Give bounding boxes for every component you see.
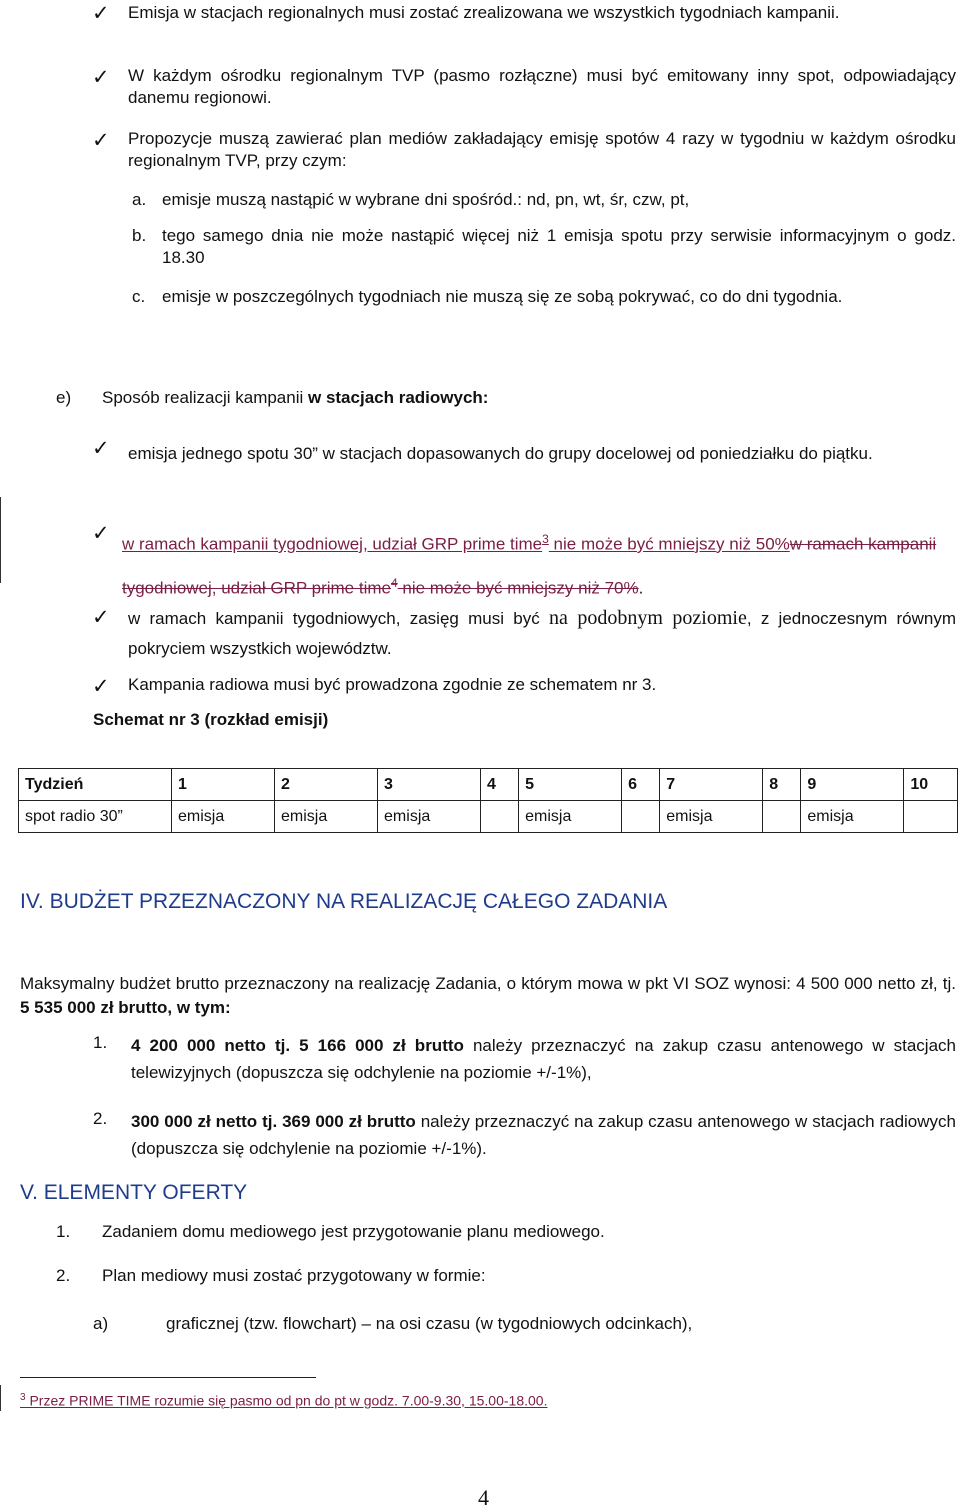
- budget-item-num: 1.: [93, 1033, 108, 1052]
- deleted-text: w ramach kampanii tygodniowej, udział GRP prime time: [122, 534, 937, 598]
- header-cell: 9: [801, 769, 904, 801]
- check-icon: ✓: [92, 674, 110, 698]
- budget-paragraph: [20, 972, 956, 1020]
- footnote-ref: 3: [542, 532, 549, 546]
- header-cell: 2: [275, 769, 378, 801]
- table-cell: [481, 801, 519, 833]
- schedule-title: Schemat nr 3 (rozkład emisji): [93, 710, 329, 729]
- table-cell: emisja: [519, 801, 622, 833]
- offer-sub-label: a): [93, 1314, 109, 1333]
- check-icon: ✓: [92, 436, 110, 460]
- table-cell: [622, 801, 660, 833]
- section-e-heading: [102, 387, 952, 409]
- offer-item-num: 2.: [56, 1266, 71, 1285]
- revised-text: w ramach kampanii tygodniowej, udział GRP prime time: [122, 534, 543, 554]
- table-header-row: [19, 769, 958, 801]
- header-cell: 7: [660, 769, 763, 801]
- table-row: [19, 801, 958, 833]
- budget-item-bold: 4 200 000 netto tj. 5 166 000 zł brutto: [131, 1036, 464, 1055]
- schedule-table: [18, 768, 958, 833]
- header-cell: 6: [622, 769, 660, 801]
- header-cell: 4: [481, 769, 519, 801]
- header-cell: 1: [172, 769, 275, 801]
- sub-item-label: c.: [132, 287, 146, 306]
- offer-sub-text: graficznej (tzw. flowchart) – na osi czasu (w tygodniowych odcinkach),: [166, 1314, 693, 1333]
- table-cell: [763, 801, 801, 833]
- section-e-label: e): [56, 388, 72, 407]
- deleted-text: nie może być mniejszy niż 70%: [397, 578, 639, 598]
- sub-item-label: a.: [132, 190, 147, 209]
- offer-item-text: Zadaniem domu mediowego jest przygotowanie planu mediowegо.: [102, 1222, 605, 1241]
- header-cell: Tydzień: [19, 769, 172, 801]
- radio-bullet-2: [122, 520, 958, 607]
- header-cell: 8: [763, 769, 801, 801]
- budget-bold: 5 535 000 zł brutto, w tym:: [20, 998, 231, 1017]
- table-cell: emisja: [172, 801, 275, 833]
- bullet-text: Propozycje muszą zawierać plan mediów zakładający emisję spotów 4 razy w tygodniu w każdym ośrodku regionalnym TVP, przy czym:: [128, 129, 956, 170]
- table-cell: spot radio 30”: [19, 801, 172, 833]
- header-cell: 10: [904, 769, 958, 801]
- check-icon: ✓: [92, 605, 110, 629]
- budget-item-text: należy przeznaczyć na zakup czasu antenowego w stacjach radiowych (dopuszcza się odchylenie na poziomie +/-1%).: [131, 1112, 956, 1158]
- budget-item-num: 2.: [93, 1109, 108, 1128]
- bullet-text: , z jednoczesnym równym pokryciem wszystkich województw.: [128, 609, 956, 658]
- offer-item-num: 1.: [56, 1222, 71, 1241]
- sub-item-text: emisje w poszczególnych tygodniach nie muszą się ze sobą pokrywać, co do dni tygodnia.: [162, 287, 843, 306]
- table-cell: emisja: [378, 801, 481, 833]
- change-bar: [0, 497, 1, 583]
- check-icon: ✓: [92, 128, 110, 152]
- section-iv-heading: IV. BUDŻET PRZEZNACZONY NA REALIZACJĘ CAŁEGO ZADANIA: [20, 890, 668, 913]
- footnote: [20, 1392, 547, 1409]
- radio-bullet-3: [128, 603, 956, 664]
- bullet-text: Emisja w stacjach regionalnych musi zostać zrealizowana we wszystkich tygodniach kampanii.: [128, 3, 840, 22]
- bullet-text: w ramach kampanii tygodniowych, zasięg musi być: [128, 609, 549, 628]
- sub-item-label: b.: [132, 226, 147, 245]
- check-icon: ✓: [92, 65, 110, 89]
- check-icon: ✓: [92, 1, 110, 25]
- offer-item-text: Plan mediowy musi zostać przygotowany w formie:: [102, 1266, 486, 1285]
- revised-text: nie może być mniejszy niż 50%: [548, 534, 790, 554]
- header-cell: 3: [378, 769, 481, 801]
- footnote-number: 3: [20, 1392, 26, 1403]
- change-bar: [0, 1385, 1, 1411]
- bullet-text: W każdym ośrodku regionalnym TVP (pasmo rozłączne) musi być emitowany inny spot, odpowiadający danemu regionowi.: [128, 66, 956, 107]
- table-cell: [904, 801, 958, 833]
- check-icon: ✓: [92, 521, 110, 545]
- section-e-bold: w stacjach radiowych:: [308, 388, 489, 407]
- header-cell: 5: [519, 769, 622, 801]
- footnote-text: Przez PRIME TIME rozumie się pasmo od pn do pt w godz. 7.00-9.30, 15.00-18.00.: [25, 1392, 548, 1409]
- budget-text: Maksymalny budżet brutto przeznaczony na realizację Zadania, o którym mowa w pkt VI SOZ wynosi: 4 500 000 netto zł, tj.: [20, 974, 956, 993]
- radio-bullet-4: Kampania radiowa musi być prowadzona zgodnie ze schematem nr 3.: [128, 675, 657, 694]
- section-e-text: Sposób realizacji kampanii: [102, 388, 308, 407]
- table-cell: emisja: [660, 801, 763, 833]
- radio-bullet-1: emisja jednego spotu 30” w stacjach dopasowanych do grupy docelowej od poniedziałku do piątku.: [128, 444, 873, 463]
- budget-item-bold: 300 000 zł netto tj. 369 000 zł brutto: [131, 1112, 416, 1131]
- budget-item: [131, 1032, 956, 1086]
- sub-item-text: tego samego dnia nie może nastąpić więcej niż 1 emisja spotu przy serwisie informacyjnym o godz. 18.30: [162, 226, 956, 267]
- footnote-separator: [20, 1377, 316, 1378]
- period: .: [638, 578, 644, 598]
- budget-item-text: należy przeznaczyć na zakup czasu antenowego w stacjach telewizyjnych (dopuszcza się odchylenie na poziomie +/-1%),: [131, 1036, 956, 1082]
- sub-item-text: emisje muszą nastąpić w wybrane dni spośród.: nd, pn, wt, śr, czw, pt,: [162, 190, 690, 209]
- budget-item: [131, 1108, 956, 1162]
- section-v-heading: V. ELEMENTY OFERTY: [20, 1181, 248, 1204]
- table-cell: emisja: [801, 801, 904, 833]
- bullet-text-serif: na podobnym poziomie: [548, 607, 747, 629]
- footnote-ref-deleted: 4: [390, 575, 398, 590]
- page-number: 4: [478, 1485, 489, 1510]
- table-cell: emisja: [275, 801, 378, 833]
